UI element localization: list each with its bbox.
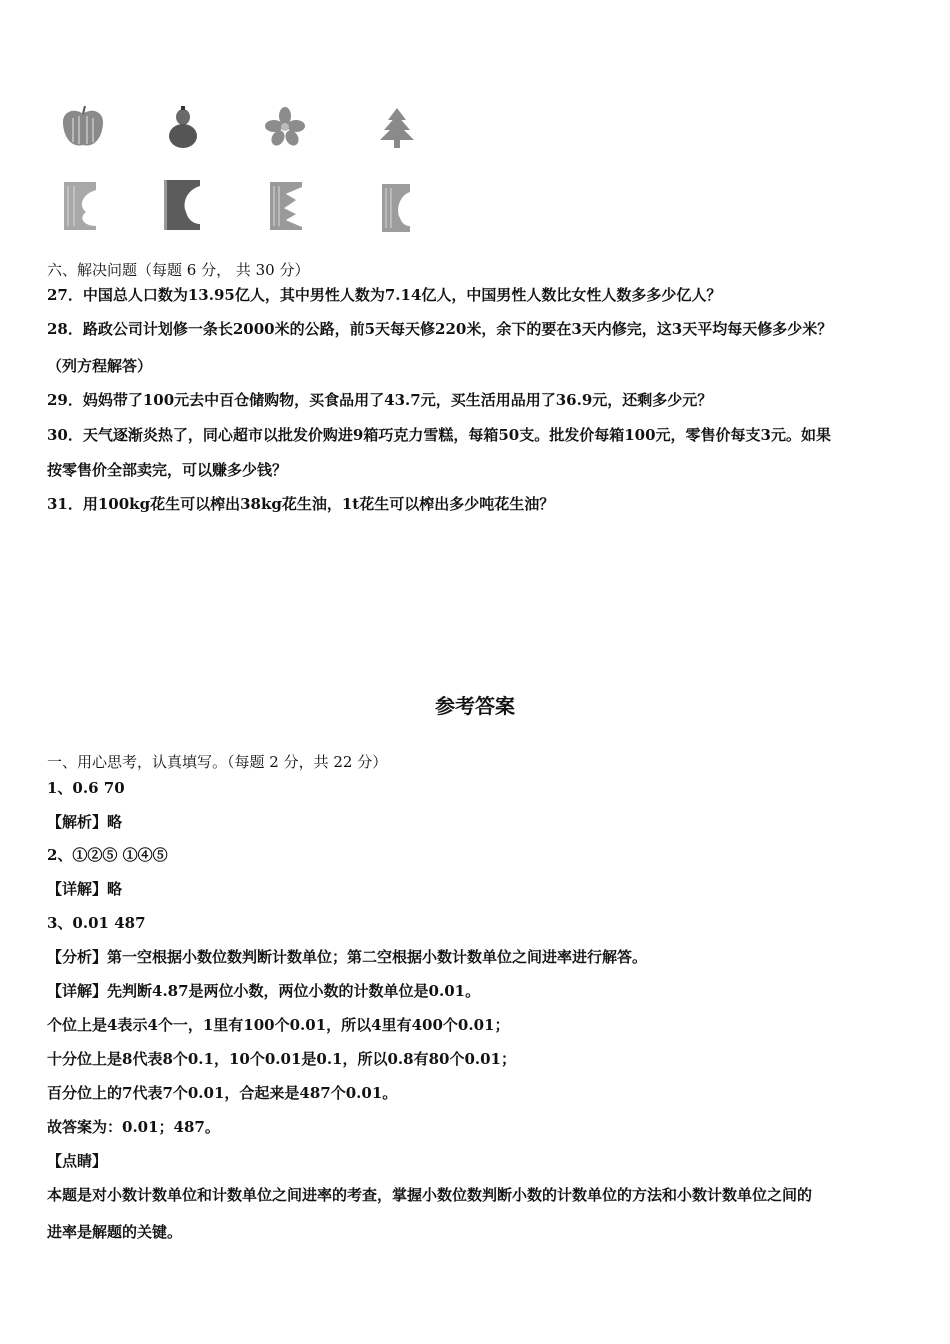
answer-1-note: 【解析】略 xyxy=(47,813,123,831)
answer-3: 3、0.01 487 xyxy=(47,914,146,932)
apple-icon xyxy=(58,104,108,150)
answer-3-analysis: 【分析】第一空根据小数位数判断计数单位；第二空根据小数计数单位之间进率进行解答。 xyxy=(47,948,648,966)
question-29: 29．妈妈带了100元去中百仓储购物，买食品用了43.7元，买生活用品用了36.9元，还剩多少元？ xyxy=(47,391,713,409)
answer-3-line-1: 个位上是4表示4个一，1里有100个0.01，所以4里有400个0.01； xyxy=(47,1016,510,1034)
page-title: 参考答案 xyxy=(435,694,515,718)
answer-2-note: 【详解】略 xyxy=(47,880,123,898)
section-heading: 六、解决问题（每题 6 分， 共 30 分） xyxy=(47,261,310,279)
card-leaf-cutout-icon xyxy=(60,180,102,232)
answer-3-comment-2: 进率是解题的关键。 xyxy=(47,1223,183,1241)
answer-3-comment-label: 【点睛】 xyxy=(47,1152,108,1170)
question-28-note: （列方程解答） xyxy=(47,357,153,375)
card-zigzag-cutout-icon xyxy=(266,180,308,232)
card-moon-cutout-icon xyxy=(160,178,206,232)
answer-1: 1、0.6 70 xyxy=(47,779,125,797)
tree-icon xyxy=(376,106,418,150)
answer-section-heading: 一、用心思考，认真填写。（每题 2 分，共 22 分） xyxy=(47,753,388,771)
gourd-icon xyxy=(163,104,203,150)
question-28: 28．路政公司计划修一条长2000米的公路，前5天每天修220米，余下的要在3天内修完，这3天平均每天修多少米？ xyxy=(47,320,833,338)
answer-3-line-2: 十分位上是8代表8个0.1，10个0.01是0.1，所以0.8有80个0.01； xyxy=(47,1050,516,1068)
answer-3-final: 故答案为：0.01；487。 xyxy=(47,1118,220,1136)
question-30-cont: 按零售价全部卖完，可以赚多少钱？ xyxy=(47,461,288,479)
answer-3-detail: 【详解】先判断4.87是两位小数，两位小数的计数单位是0.01。 xyxy=(47,982,481,1000)
answer-2: 2、①②⑤ ①④⑤ xyxy=(47,846,168,864)
question-30: 30．天气逐渐炎热了，同心超市以批发价购进9箱巧克力雪糕，每箱50支。批发价每箱100元，零售价每支3元。如果 xyxy=(47,426,831,444)
question-31: 31．用100kg花生可以榨出38kg花生油，1t花生可以榨出多少吨花生油？ xyxy=(47,495,555,513)
answer-3-line-3: 百分位上的7代表7个0.01，合起来是487个0.01。 xyxy=(47,1084,398,1102)
question-27: 27．中国总人口数为13.95亿人，其中男性人数为7.14亿人，中国男性人数比女性人数多多少亿人？ xyxy=(47,286,722,304)
card-crescent-cutout-icon xyxy=(378,182,418,234)
flower-icon xyxy=(263,106,307,148)
answer-3-comment-1: 本题是对小数计数单位和计数单位之间进率的考查，掌握小数位数判断小数的计数单位的方法和小数计数单位之间的 xyxy=(47,1186,813,1204)
